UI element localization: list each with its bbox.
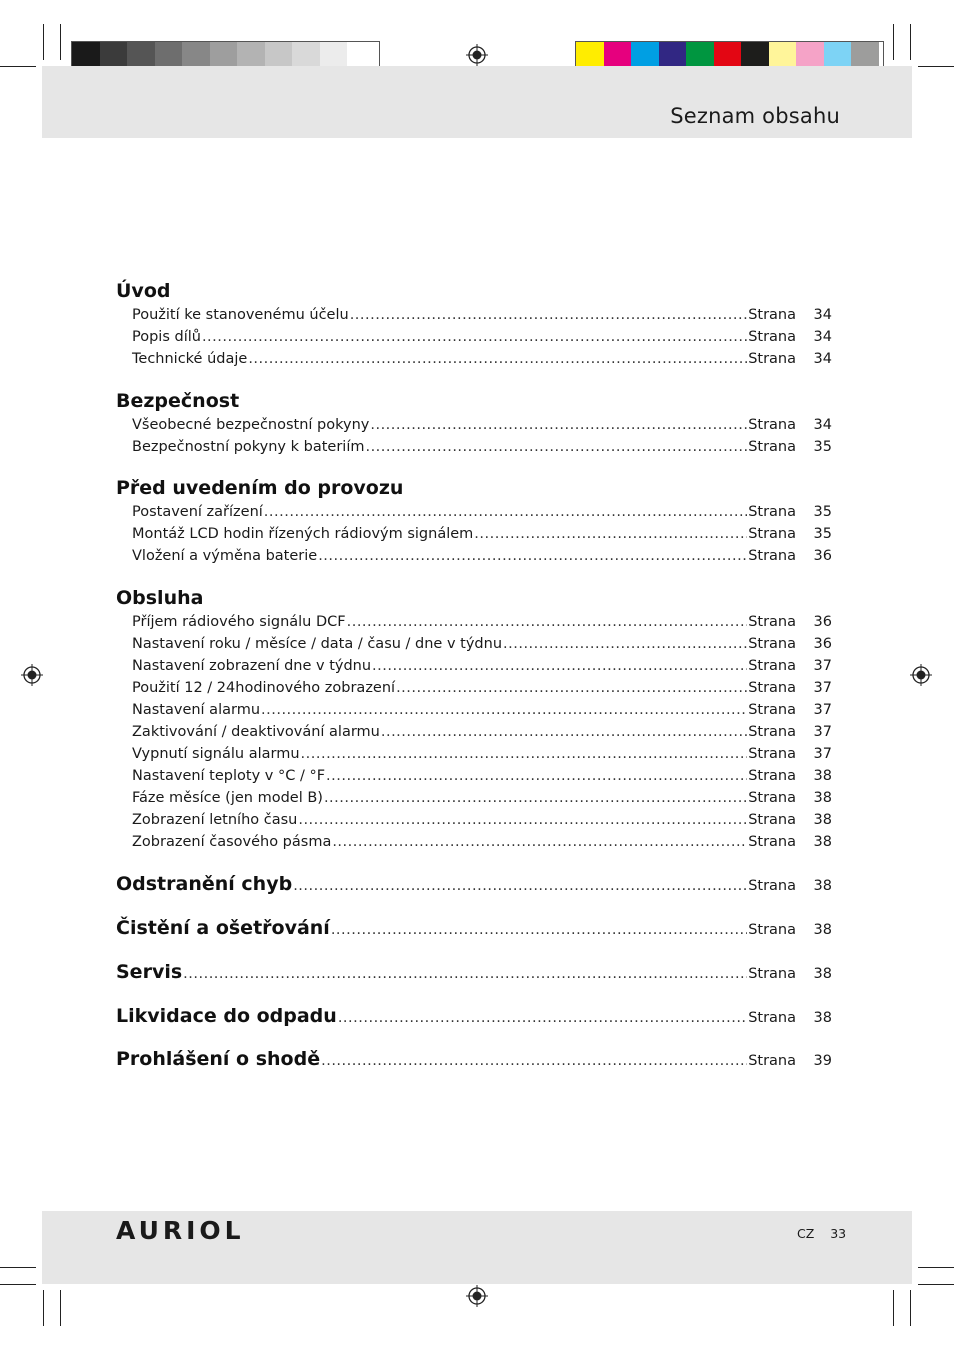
toc-entry-label: Zobrazení letního času [132,812,298,828]
toc-entry[interactable] [132,504,832,524]
toc-section-entry[interactable] [116,1048,832,1072]
toc-entry[interactable] [132,746,832,766]
page-word: Strana [748,329,796,345]
toc-entry-label: Fáze měsíce (jen model B) [132,790,323,806]
toc-page-number: 38 [813,966,832,982]
color-swatch [292,42,320,68]
crop-mark [910,24,911,60]
dot-leader [381,724,747,740]
color-swatch [714,42,742,68]
page-word: Strana [748,702,796,718]
toc-page-number: 34 [813,307,832,323]
toc-page-number: 35 [813,526,832,542]
toc-page-number: 34 [813,329,832,345]
toc-section-heading[interactable]: Úvod [116,280,171,302]
toc-entry[interactable] [132,768,832,788]
toc-entry[interactable] [132,614,832,634]
crop-mark [0,66,36,67]
toc-entry-label: Vypnutí signálu alarmu [132,746,300,762]
color-swatch [576,42,604,68]
dot-leader [264,504,747,520]
dot-leader [321,1053,747,1069]
toc-entry[interactable] [132,812,832,832]
toc-page-number: 38 [813,878,832,894]
color-bar [575,41,884,69]
crop-mark [893,1290,894,1326]
page-word: Strana [748,614,796,630]
page-word: Strana [748,636,796,652]
toc-page-number: 35 [813,439,832,455]
dot-leader [298,812,747,828]
dot-leader [370,417,747,433]
page-word: Strana [748,768,796,784]
toc-page-number: 36 [813,548,832,564]
color-swatch [347,42,375,68]
dot-leader [350,307,748,323]
crop-mark [918,1267,954,1268]
registration-mark-icon [466,1285,488,1307]
toc-page-number: 36 [813,636,832,652]
toc-entry-label: Montáž LCD hodin řízených rádiovým signálem [132,526,474,542]
toc-entry[interactable] [132,307,832,327]
crop-mark [60,1290,61,1326]
dot-leader [202,329,747,345]
toc-entry-label: Zaktivování / deaktivování alarmu [132,724,380,740]
dot-leader [248,351,747,367]
toc-entry-label: Všeobecné bezpečnostní pokyny [132,417,370,433]
page-word: Strana [748,680,796,696]
toc-entry-label: Nastavení zobrazení dne v týdnu [132,658,372,674]
toc-entry-label: Bezpečnostní pokyny k bateriím [132,439,365,455]
toc-entry[interactable] [132,636,832,656]
toc-entry[interactable] [132,834,832,854]
dot-leader [318,548,747,564]
color-swatch [320,42,348,68]
toc-entry[interactable] [132,329,832,349]
toc-section-entry[interactable] [116,917,832,941]
toc-section-entry[interactable] [116,961,832,985]
toc-entry[interactable] [132,439,832,459]
color-swatch [72,42,100,68]
toc-entry-label: Postavení zařízení [132,504,263,520]
color-swatch [769,42,797,68]
toc-page-number: 38 [813,922,832,938]
toc-entry-label: Vložení a výměna baterie [132,548,318,564]
page-footer [797,1226,846,1241]
crop-mark [60,24,61,60]
crop-mark [918,66,954,67]
toc-page-number: 38 [813,812,832,828]
toc-page-number: 38 [813,834,832,850]
dot-leader [331,922,747,938]
toc-page-number: 34 [813,417,832,433]
toc-entry-label: Technické údaje [132,351,248,367]
toc-section-heading[interactable]: Bezpečnost [116,390,240,412]
toc-page-number: 37 [813,746,832,762]
page-title: Seznam obsahu [670,104,840,128]
dot-leader [365,439,747,455]
dot-leader [293,878,747,894]
color-swatch [604,42,632,68]
toc-page-number: 38 [813,1010,832,1026]
crop-mark [43,24,44,60]
page-word: Strana [748,922,796,938]
color-swatch [237,42,265,68]
dot-leader [261,702,747,718]
color-swatch [265,42,293,68]
toc-entry[interactable] [132,417,832,437]
dot-leader [324,790,747,806]
toc-entry-label: Nastavení teploty v °C / °F [132,768,326,784]
page-word: Strana [748,790,796,806]
page-word: Strana [748,351,796,367]
registration-mark-icon [910,664,932,686]
color-swatch [659,42,687,68]
color-swatch [824,42,852,68]
toc-page-number: 38 [813,768,832,784]
toc-entry-label: Nastavení alarmu [132,702,261,718]
toc-entry[interactable] [132,526,832,546]
toc-entry[interactable] [132,702,832,722]
toc-entry-label: Použití ke stanovenému účelu [132,307,349,323]
crop-mark [43,1290,44,1326]
dot-leader [372,658,747,674]
crop-mark [910,1290,911,1326]
toc-entry-label: Popis dílů [132,329,201,345]
page-word: Strana [748,724,796,740]
toc-page-number: 37 [813,724,832,740]
toc-entry[interactable] [132,548,832,568]
toc-entry-label: Příjem rádiového signálu DCF [132,614,346,630]
page-word: Strana [748,307,796,323]
color-swatch [210,42,238,68]
toc-page-number: 35 [813,504,832,520]
dot-leader [474,526,747,542]
registration-mark-icon [21,664,43,686]
toc-section-heading[interactable]: Obsluha [116,587,204,609]
page-word: Strana [748,658,796,674]
page-word: Strana [748,746,796,762]
toc-entry[interactable] [132,724,832,744]
color-swatch [796,42,824,68]
crop-mark [918,1284,954,1285]
toc-entry-label: Zobrazení časového pásma [132,834,332,850]
toc-entry-label: Čistění a ošetřování [116,917,330,939]
toc-entry-label: Servis [116,961,183,983]
color-swatch [851,42,879,68]
crop-mark [893,24,894,60]
dot-leader [503,636,747,652]
toc-entry[interactable] [132,658,832,678]
dot-leader [326,768,747,784]
color-swatch [155,42,183,68]
page-word: Strana [748,439,796,455]
page-word: Strana [748,417,796,433]
dot-leader [301,746,748,762]
page-number: 33 [830,1226,847,1241]
page-word: Strana [748,878,796,894]
toc-page-number: 39 [813,1053,832,1069]
toc-entry-label: Likvidace do odpadu [116,1005,337,1027]
color-swatch [182,42,210,68]
toc-section-entry[interactable] [116,873,832,897]
toc-page-number: 34 [813,351,832,367]
toc-section-heading[interactable]: Před uvedením do provozu [116,477,404,499]
color-swatch [686,42,714,68]
toc-entry[interactable] [132,351,832,371]
brand-logo: AURIOL [116,1216,245,1245]
toc-page-number: 36 [813,614,832,630]
toc-page-number: 38 [813,790,832,806]
dot-leader [183,966,747,982]
color-swatch [100,42,128,68]
toc-entry-label: Odstranění chyb [116,873,293,895]
toc-entry-label: Použití 12 / 24hodinového zobrazení [132,680,396,696]
toc-entry-label: Prohlášení o shodě [116,1048,321,1070]
color-swatch [631,42,659,68]
registration-mark-icon [466,44,488,66]
language-code: CZ [797,1226,815,1241]
page-word: Strana [748,1010,796,1026]
toc-section-entry[interactable] [116,1005,832,1029]
toc-page-number: 37 [813,658,832,674]
toc-entry[interactable] [132,790,832,810]
crop-mark [0,1267,36,1268]
color-swatch [127,42,155,68]
toc-page-number: 37 [813,702,832,718]
toc-entry-label: Nastavení roku / měsíce / data / času / dne v týdnu [132,636,503,652]
toc-entry[interactable] [132,680,832,700]
dot-leader [332,834,747,850]
page-word: Strana [748,812,796,828]
page-word: Strana [748,966,796,982]
gray-color-bar [71,41,380,69]
dot-leader [347,614,748,630]
crop-mark [0,1284,36,1285]
color-swatch [741,42,769,68]
dot-leader [338,1010,747,1026]
toc-page-number: 37 [813,680,832,696]
page-word: Strana [748,504,796,520]
page-word: Strana [748,834,796,850]
page-word: Strana [748,548,796,564]
page-word: Strana [748,1053,796,1069]
dot-leader [396,680,747,696]
page-word: Strana [748,526,796,542]
